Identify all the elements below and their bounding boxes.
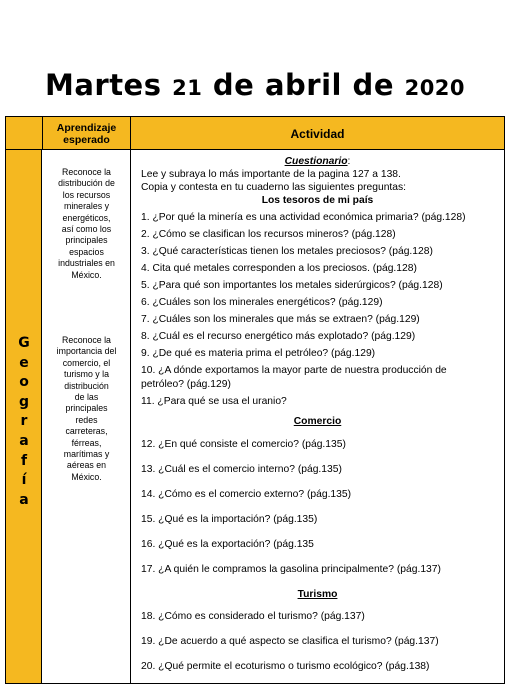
learning-text-line: México. [71, 471, 102, 482]
question: 11. ¿Para qué se usa el uranio? [141, 396, 287, 407]
table-header [6, 117, 504, 150]
activity-column [131, 150, 504, 683]
learning-text-line: los recursos [62, 189, 111, 200]
question: 19. ¿De acuerdo a qué aspecto se clasifica el turismo? (pág.137) [141, 636, 439, 647]
learning-text-line: aéreas en [66, 460, 107, 471]
section-title: Comercio [293, 416, 342, 427]
learning-text-line: marítimas y [63, 449, 110, 460]
subject-letter: f [20, 452, 28, 469]
learning-text-line: carreteras, [65, 426, 108, 437]
learning-text-line: turismo y la [64, 369, 109, 380]
learning-text-line: minerales y [64, 201, 109, 212]
learning-block-2 [45, 335, 128, 483]
subject-letter: G [18, 335, 30, 351]
learning-text-line: energéticos, [62, 212, 111, 223]
subject-letter: o [19, 374, 29, 391]
quiz-heading: Cuestionario: [284, 156, 351, 167]
learning-text-line: industriales en [58, 258, 115, 269]
question: 12. ¿En qué consiste el comercio? (pág.135) [141, 439, 346, 450]
page-title: Martes 21 de abril de 2020 [44, 68, 466, 102]
activity-table [5, 116, 505, 684]
subject-letter: í [21, 472, 27, 489]
question: 20. ¿Qué permite el ecoturismo o turismo ecológico? (pág.138) [141, 661, 430, 672]
instruction-2: Copia y contesta en tu cuaderno las siguientes preguntas: [141, 182, 407, 193]
learning-text-line: de las [74, 392, 99, 403]
question: 15. ¿Qué es la importación? (pág.135) [141, 514, 318, 525]
learning-text-line: redes [75, 414, 98, 425]
subject-letter: a [19, 432, 29, 449]
learning-text-line: principales [65, 235, 108, 246]
instruction-1: Lee y subraya lo más importante de la pagina 127 a 138. [141, 169, 401, 180]
learning-text-line: férreas, [71, 437, 102, 448]
question: 17. ¿A quién le compramos la gasolina principalmente? (pág.137) [141, 564, 441, 575]
subject-letter: a [19, 491, 29, 508]
learning-text-line: importancia del [56, 346, 117, 357]
subject-letter: r [20, 413, 28, 430]
learning-text-line: espacios [69, 246, 104, 257]
subject-letter: e [19, 354, 29, 371]
question: 9. ¿De qué es materia prima el petróleo? (pág.129) [141, 348, 376, 359]
section-title: Turismo [297, 589, 338, 600]
learning-block-1 [45, 167, 128, 281]
learning-column [42, 150, 131, 683]
question: 10. ¿A dónde exportamos la mayor parte de nuestra producción de [141, 365, 447, 376]
header-activity: Actividad [290, 126, 345, 141]
section-title: Los tesoros de mi país [261, 195, 374, 206]
learning-text-line: México. [71, 269, 102, 280]
learning-text-line: así como los [61, 224, 112, 235]
question: 16. ¿Qué es la exportación? (pág.135 [141, 539, 314, 550]
learning-text-line: distribución [64, 380, 109, 391]
question: 5. ¿Para qué son importantes los metales siderúrgicos? (pág.128) [141, 280, 443, 291]
question: 4. Cita qué metales corresponden a los preciosos. (pág.128) [141, 263, 417, 274]
question-continued: petróleo? (pág.129) [141, 379, 231, 390]
question: 13. ¿Cuál es el comercio interno? (pág.135) [141, 464, 342, 475]
learning-text-line: distribución de [58, 178, 115, 189]
question: 1. ¿Por qué la minería es una actividad económica primaria? (pág.128) [141, 212, 466, 223]
question: 7. ¿Cuáles son los minerales que más se extraen? (pág.129) [141, 314, 420, 325]
question: 3. ¿Qué características tienen los metales preciosos? (pág.128) [141, 246, 433, 257]
learning-text-line: Reconoce la [62, 335, 111, 345]
question: 14. ¿Cómo es el comercio externo? (pág.135) [141, 489, 352, 500]
learning-text-line: Reconoce la [62, 167, 111, 177]
subject-name [6, 334, 42, 510]
learning-text-line: comercio, el [62, 357, 111, 368]
question: 18. ¿Cómo es considerado el turismo? (pág.137) [141, 611, 365, 622]
learning-text-line: principales [65, 403, 108, 414]
subject-letter: g [18, 393, 30, 410]
question: 8. ¿Cuál es el recurso energético más explotado? (pág.129) [141, 331, 416, 342]
subject-column [6, 150, 42, 683]
question: 6. ¿Cuáles son los minerales energéticos? (pág.129) [141, 297, 383, 308]
question: 2. ¿Cómo se clasifican los recursos mineros? (pág.128) [141, 229, 396, 240]
header-learning: Aprendizaje esperado [42, 117, 131, 150]
